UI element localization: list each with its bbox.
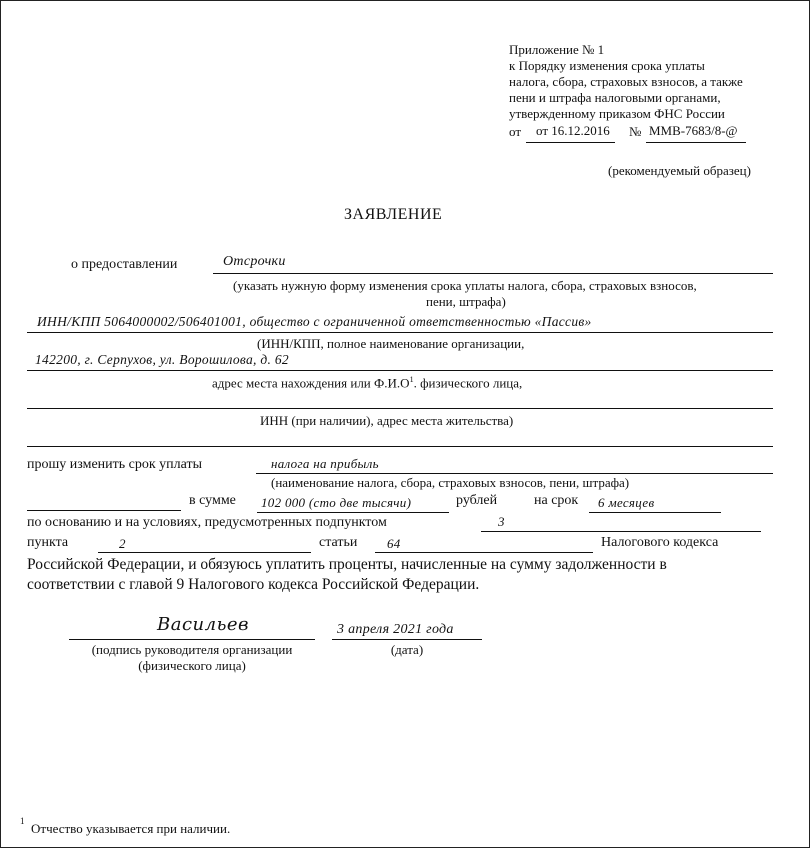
basis-line-3: соответствии с главой 9 Налогового кодекса Российской Федерации.: [27, 576, 480, 593]
basis-line-2: Российской Федерации, и обязуюсь уплатить проценты, начисленные на сумму задолженности в: [27, 556, 667, 573]
address-value[interactable]: 142200, г. Серпухов, ул. Ворошилова, д. 62: [35, 352, 289, 367]
header-line-3: налога, сбора, страховых взносов, а также: [509, 74, 743, 89]
point-value[interactable]: 2: [119, 536, 126, 551]
order-number: ММВ-7683/8-@: [649, 123, 738, 138]
organization-value[interactable]: ИНН/КПП 5064000002/506401001, общество с ограниченной ответственностью «Пассив»: [37, 314, 592, 329]
footnote-text: Отчество указывается при наличии.: [31, 821, 231, 836]
header-line-5: утвержденному приказом ФНС России: [509, 106, 725, 121]
request-value[interactable]: налога на прибыль: [271, 456, 379, 471]
page-title: ЗАЯВЛЕНИЕ: [344, 206, 443, 223]
basis-label: по основанию и на условиях, предусмотренных подпунктом: [27, 515, 387, 530]
point-label: пункта: [27, 535, 69, 550]
provision-value[interactable]: Отсрочки: [223, 254, 286, 269]
date-value[interactable]: 3 апреля 2021 года: [337, 622, 454, 637]
signature-hint-2: (физического лица): [138, 658, 246, 673]
header-line-2: к Порядку изменения срока уплаты: [509, 58, 705, 73]
sample-note: (рекомендуемый образец): [608, 163, 751, 178]
article-label: статьи: [319, 535, 358, 550]
provision-hint-1: (указать нужную форму изменения срока уплаты налога, сбора, страховых взносов,: [233, 278, 697, 293]
term-value[interactable]: 6 месяцев: [598, 495, 655, 510]
provision-hint-2: пени, штрафа): [426, 294, 506, 309]
article-value[interactable]: 64: [387, 536, 401, 551]
header-line-1: Приложение № 1: [509, 42, 605, 57]
organization-hint: (ИНН/КПП, полное наименование организации,: [257, 336, 525, 351]
date-hint: (дата): [390, 642, 424, 657]
order-prefix: от: [509, 124, 522, 139]
signature-hint-1: (подпись руководителя организации: [91, 642, 293, 657]
order-date: от 16.12.2016: [536, 123, 610, 138]
signature-value[interactable]: Васильев: [157, 614, 250, 635]
amount-currency: рублей: [456, 493, 498, 508]
address-hint: адрес места нахождения или $Ф.И.О^1$. физического лица,: [212, 375, 523, 391]
request-label: прошу изменить срок уплаты: [27, 457, 203, 472]
amount-label: в сумме: [189, 493, 236, 508]
order-number-label: №: [629, 124, 642, 139]
inn-hint: ИНН (при наличии), адрес места жительства): [260, 413, 514, 428]
amount-value[interactable]: 102 000 (сто две тысячи): [261, 495, 412, 510]
request-hint: (наименование налога, сбора, страховых взносов, пени, штрафа): [271, 475, 630, 490]
code-label: Налогового кодекса: [601, 535, 719, 550]
term-label: на срок: [534, 493, 579, 508]
header-line-4: пени и штрафа налоговыми органами,: [509, 90, 721, 105]
subpoint-value[interactable]: 3: [498, 514, 505, 529]
provision-label: о предоставлении: [71, 257, 178, 272]
footnote-mark: 1: [20, 816, 25, 826]
